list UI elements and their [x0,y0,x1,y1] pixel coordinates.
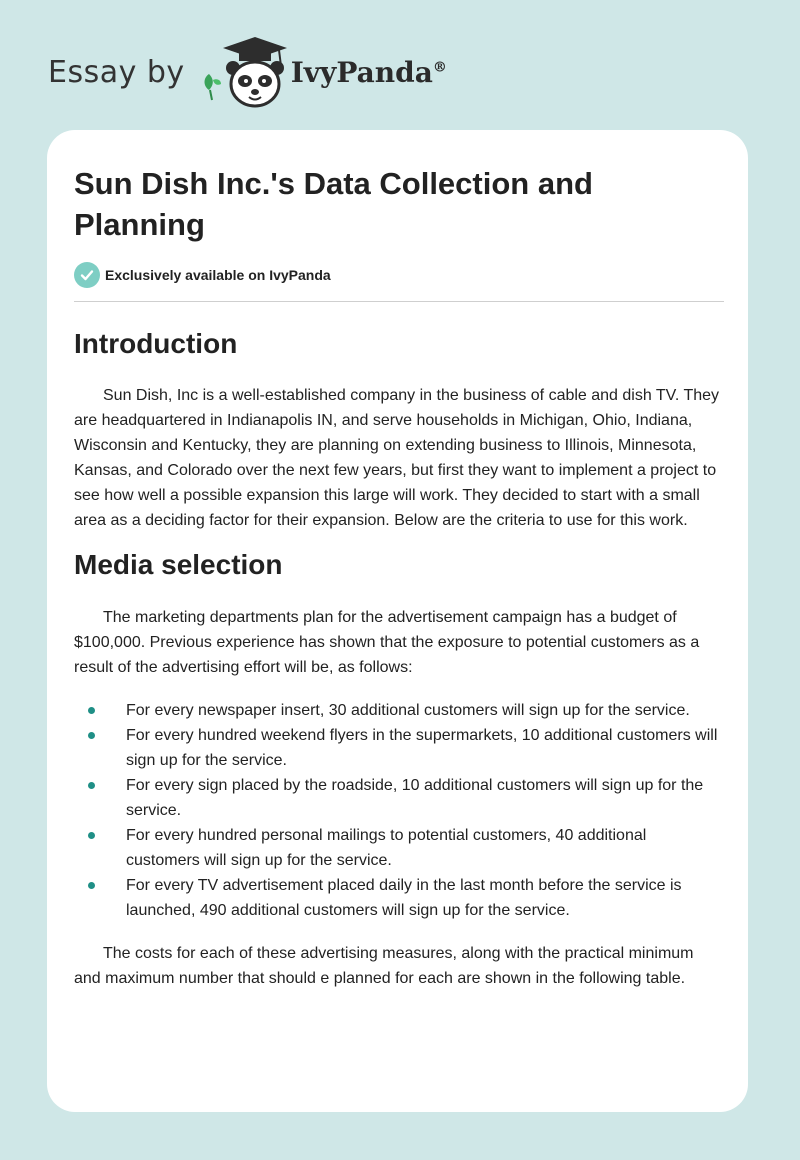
section-heading-media-selection: Media selection [74,549,283,580]
brand-name[interactable]: IvyPanda® [290,55,447,89]
list-item: For every sign placed by the roadside, 10 additional customers will sign up for the service. [74,773,724,823]
list-item: For every hundred personal mailings to potential customers, 40 additional customers will sign up for the service. [74,823,724,873]
list-item: For every newspaper insert, 30 additional customers will sign up for the service. [74,698,724,723]
advertising-list [74,698,724,923]
costs-paragraph: The costs for each of these advertising measures, along with the practical minimum and maximum number that should e planned for each are shown in the following table. [74,945,694,987]
list-item: For every TV advertisement placed daily in the last month before the service is launched, 490 additional customers will sign up for the service. [74,873,724,923]
media-selection-paragraph: The marketing departments plan for the advertisement campaign has a budget of $100,000. Previous experience has shown that the exposure to potential customers as a result of the advertising effort will be, as follows: [74,609,700,676]
exclusive-badge-label: Exclusively available on IvyPanda [105,267,331,283]
section-heading-introduction: Introduction [74,328,238,359]
registered-mark: ® [432,59,447,76]
article-title: Sun Dish Inc.'s Data Collection and Planning [74,166,593,242]
essay-by-label: Essay by [48,54,185,90]
divider [74,301,724,302]
panda-logo-icon[interactable] [199,34,291,110]
check-icon [74,262,100,288]
article-card [47,130,748,1112]
article-content [74,130,724,991]
introduction-paragraph: Sun Dish, Inc is a well-established company in the business of cable and dish TV. They are headquartered in Indianapolis IN, and serve households in Michigan, Ohio, Indiana, Wisconsin and Kentucky, they are planning on extending business to Illinois, Minnesota, Kansas, and Colorado over the next few years, but first they want to implement a project to see how well a possible expansion this large will work. They decided to start with a small area as a deciding factor for their expansion. Below are the criteria to use for this work. [74,387,720,529]
list-item: For every hundred weekend flyers in the supermarkets, 10 additional customers will sign up for the service. [74,723,724,773]
site-header [48,34,648,110]
exclusive-badge [74,262,724,288]
